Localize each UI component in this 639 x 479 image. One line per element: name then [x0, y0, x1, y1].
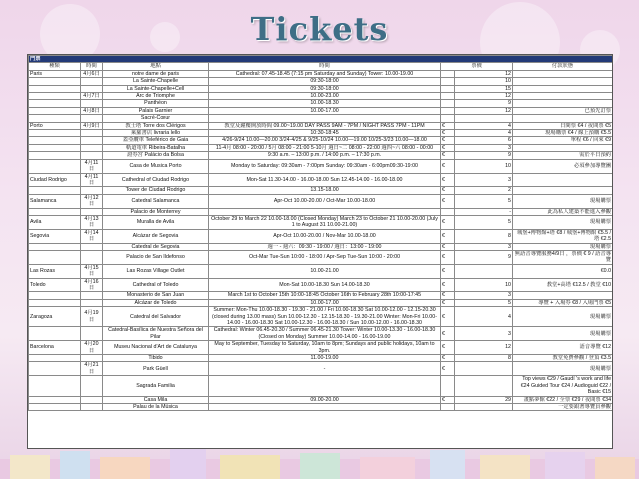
- cell-price: 9: [455, 250, 513, 264]
- cell-time: Oct-Mar Tue-Sun 10:00 - 18:00 / Apr-Sep Tue-Sun 10:00 - 20:00: [209, 250, 441, 264]
- cell-status: [513, 173, 613, 187]
- cell-date: [81, 137, 103, 144]
- cell-date: [81, 144, 103, 151]
- cell-price: 10: [455, 78, 513, 85]
- cell-price: [455, 362, 513, 376]
- cell-date: [81, 327, 103, 341]
- cell-date: 4月6日: [81, 70, 103, 77]
- cell-city: Ciudad Rodrigo: [29, 173, 81, 187]
- town-illustration: [0, 445, 639, 479]
- cell-price: 3: [455, 292, 513, 299]
- cell-status: [513, 70, 613, 77]
- cell-city: Avila: [29, 215, 81, 229]
- cell-currency: €: [441, 355, 455, 362]
- cell-place: Alcázar de Toledo: [103, 299, 209, 306]
- building-shape: [100, 457, 150, 479]
- cell-currency: €: [441, 173, 455, 187]
- cell-currency: €: [441, 278, 455, 292]
- cell-date: 4月11日: [81, 173, 103, 187]
- cell-price: [455, 376, 513, 396]
- cell-date: 4月12日: [81, 194, 103, 208]
- cell-time: Mon-Sat 10.00-18.30 Sun 14.00-18.30: [209, 278, 441, 292]
- cell-city: [29, 376, 81, 396]
- cell-time: 9:30 a.m. – 13:00 p.m. / 14:00 p.m. – 17:30 p.m.: [209, 152, 441, 159]
- cell-city: Paris: [29, 70, 81, 77]
- cell-status: 現場購票: [513, 194, 613, 208]
- table-row: [29, 144, 613, 151]
- cell-date: 4月8日: [81, 107, 103, 114]
- building-shape: [595, 457, 635, 479]
- cell-price: 4: [455, 307, 513, 327]
- cell-currency: [441, 376, 455, 396]
- cell-currency: €: [441, 264, 455, 278]
- cell-date: [81, 78, 103, 85]
- cell-price: -: [455, 208, 513, 215]
- cell-time: 11.00-19.00: [209, 355, 441, 362]
- cell-city: Segovia: [29, 229, 81, 243]
- cell-currency: €: [441, 144, 455, 151]
- cell-city: Porto: [29, 122, 81, 129]
- tickets-table-sheet: [27, 54, 613, 449]
- cell-date: [81, 130, 103, 137]
- cell-time: 4/26-9/24 10.00—20.00 3/24-4/25 & 9/25-10/24 10.00—19.00 10/25-3/23 10.00—18.00: [209, 137, 441, 144]
- cell-place: La Sainte-Chapelle: [103, 78, 209, 85]
- cell-city: [29, 115, 81, 122]
- cell-currency: €: [441, 130, 455, 137]
- building-shape: [60, 451, 90, 479]
- cell-currency: €: [441, 152, 455, 159]
- cell-time: Mon-Sat 11.30-14.00 - 16.00-18.00 Sun 12.45-14.00 - 16.00-18.00: [209, 173, 441, 187]
- cell-time: 09.00-20.00: [209, 396, 441, 403]
- cell-time: 11-4月 08:00 - 20:00 / 5月 08:00 - 21:00 5-10月 週日~二 08:00 - 22:00 週四~六 08:00 - 00:00: [209, 144, 441, 151]
- cell-price: 29: [455, 396, 513, 403]
- cell-price: 5: [455, 194, 513, 208]
- cell-status: 現場購票: [513, 362, 613, 376]
- table-row: [29, 152, 613, 159]
- table-row: [29, 187, 613, 194]
- table-row: [29, 403, 613, 410]
- cell-city: [29, 152, 81, 159]
- cell-date: [81, 396, 103, 403]
- cell-place: Catedral del Salvador: [103, 307, 209, 327]
- cell-city: [29, 396, 81, 403]
- cell-price: 3: [455, 144, 513, 151]
- table-row: [29, 243, 613, 250]
- cell-status: 教堂+高塔 €12.5 / 教堂 €10: [513, 278, 613, 292]
- table-row: [29, 327, 613, 341]
- table-row: [29, 85, 613, 92]
- cell-time: -: [209, 362, 441, 376]
- cell-currency: €: [441, 159, 455, 173]
- cell-time: 10.00-17.00: [209, 107, 441, 114]
- cell-city: [29, 93, 81, 100]
- cell-status: 現場購票 €4 / 線上預購 €5.5: [513, 130, 613, 137]
- table-row: [29, 396, 613, 403]
- cell-city: [29, 107, 81, 114]
- cell-status: 語音導覽 €12: [513, 341, 613, 355]
- cell-date: 4月15日: [81, 264, 103, 278]
- cell-time: 13.15-18.00: [209, 187, 441, 194]
- cell-status: 畫點夢館 €22 / 全票 €29 / 夜間票 €34: [513, 396, 613, 403]
- cell-status: 需於平日預約: [513, 152, 613, 159]
- cell-date: [81, 292, 103, 299]
- table-row: [29, 355, 613, 362]
- building-shape: [220, 455, 280, 479]
- cell-currency: €: [441, 122, 455, 129]
- cell-currency: [441, 85, 455, 92]
- cell-city: [29, 250, 81, 264]
- cell-place: Sagrada Familia: [103, 376, 209, 396]
- cell-status: [513, 144, 613, 151]
- column-header-row: [29, 63, 613, 70]
- cell-time: Cathedral: 07.45-18.45 (7:15 pm Saturday and Sunday) Tower: 10.00-19.00: [209, 70, 441, 77]
- column-header-time: 時間: [209, 63, 441, 70]
- table-row: [29, 215, 613, 229]
- cell-city: Salamanca: [29, 194, 81, 208]
- cell-place: Casa Mila: [103, 396, 209, 403]
- cell-place: 證券宮 Palácio da Bolsa: [103, 152, 209, 159]
- cell-place: Catedral-Basílica de Nuestra Señora del Pilar: [103, 327, 209, 341]
- cell-price: [455, 403, 513, 410]
- table-row: [29, 264, 613, 278]
- cell-date: [81, 208, 103, 215]
- cell-currency: €: [441, 292, 455, 299]
- cell-city: [29, 243, 81, 250]
- cell-status: 必須參加導覽團: [513, 159, 613, 173]
- cell-city: [29, 187, 81, 194]
- cell-place: Tower de Ciudad Rodrigo: [103, 187, 209, 194]
- cell-currency: €: [441, 243, 455, 250]
- table-row: [29, 70, 613, 77]
- building-shape: [170, 449, 206, 479]
- cell-time: [209, 403, 441, 410]
- table-row: [29, 78, 613, 85]
- cell-time: 10.00-23.00: [209, 93, 441, 100]
- cell-currency: [441, 100, 455, 107]
- table-row: [29, 100, 613, 107]
- cell-place: Palais Garnier: [103, 107, 209, 114]
- cell-time: Cathedral: Winter 06.45-20.30 / Summer 06.45-21.30 Tower: Winter 10.00-13.30 - 16.00-18.30 (Closed on Monday) Summer 10.00-14.00 - 16.00-19.00: [209, 327, 441, 341]
- cell-time: May to September, Tuesday to Saturday, 10am to 8pm; Sundays and public holidays, 10am to 3pm.: [209, 341, 441, 355]
- cell-currency: [441, 208, 455, 215]
- cell-price: 4: [455, 122, 513, 129]
- cell-date: 4月21日: [81, 362, 103, 376]
- cell-place: Catedral de Segovia: [103, 243, 209, 250]
- cell-status: 現場購票: [513, 243, 613, 250]
- cell-price: 10: [455, 159, 513, 173]
- table-row: [29, 376, 613, 396]
- cell-currency: €: [441, 362, 455, 376]
- cell-city: [29, 299, 81, 306]
- cell-status: [513, 78, 613, 85]
- table-row: [29, 278, 613, 292]
- cell-place: 蓋亞纜車 Teleférico de Gaia: [103, 137, 209, 144]
- cell-date: 4月14日: [81, 229, 103, 243]
- cell-price: 12: [455, 107, 513, 114]
- cell-date: [81, 100, 103, 107]
- table-row: [29, 362, 613, 376]
- cell-date: 4月19日: [81, 307, 103, 327]
- cell-status: 無語音導覽服務4/9日 ，票價 € 9 / 語音導覽: [513, 250, 613, 264]
- cell-price: 5: [455, 215, 513, 229]
- building-shape: [545, 452, 585, 479]
- cell-currency: €: [441, 396, 455, 403]
- column-header-type: 種類: [29, 63, 81, 70]
- cell-time: 09:30-18:00: [209, 78, 441, 85]
- cell-status: [513, 85, 613, 92]
- cell-currency: €: [441, 187, 455, 194]
- cell-status: €0.0: [513, 264, 613, 278]
- cell-time: 週一 - 週六：09:30 - 19:00 / 週日：13:00 - 19:00: [209, 243, 441, 250]
- table-row: [29, 173, 613, 187]
- table-row: [29, 194, 613, 208]
- cell-place: Catedral Salamanca: [103, 194, 209, 208]
- cell-price: [455, 115, 513, 122]
- cell-status: 城堡+博物館+塔 €8 / 城堡+博物館 €5.5 / 塔 €2.5: [513, 229, 613, 243]
- cell-currency: [441, 115, 455, 122]
- section-header-row: [29, 56, 613, 63]
- building-shape: [430, 450, 465, 479]
- cell-city: [29, 130, 81, 137]
- column-header-place: 地點: [103, 63, 209, 70]
- cell-currency: [441, 78, 455, 85]
- cell-price: 3: [455, 243, 513, 250]
- column-header-price: 票價: [441, 63, 513, 70]
- cell-currency: €: [441, 194, 455, 208]
- cell-place: Palacio de San Ildefonso: [103, 250, 209, 264]
- page-title: Tickets: [250, 10, 389, 48]
- cell-date: [81, 187, 103, 194]
- table-row: [29, 229, 613, 243]
- cell-currency: €: [441, 299, 455, 306]
- cell-time: 10.00-18.30: [209, 100, 441, 107]
- cell-price: 5: [455, 299, 513, 306]
- cell-currency: [441, 107, 455, 114]
- cell-price: 8: [455, 355, 513, 362]
- cell-currency: [441, 93, 455, 100]
- cell-status: [513, 93, 613, 100]
- cell-place: Cathedral of Ciudad Rodrigo: [103, 173, 209, 187]
- cell-date: 4月13日: [81, 215, 103, 229]
- cell-status: 已預先訂票: [513, 107, 613, 114]
- cell-date: 4月20日: [81, 341, 103, 355]
- cell-time: 10.00-17.00: [209, 299, 441, 306]
- column-header-status: 付款狀態: [513, 63, 613, 70]
- cell-currency: €: [441, 307, 455, 327]
- cell-status: 現場購票: [513, 215, 613, 229]
- cell-currency: [441, 403, 455, 410]
- cell-time: 教堂及鐘樓開放時間 09.00~19.00 DAY PASS 9AM - 7PM / NIGHT PASS 7PM - 11PM: [209, 122, 441, 129]
- table-row: [29, 341, 613, 355]
- cell-price: 3: [455, 173, 513, 187]
- cell-currency: €: [441, 327, 455, 341]
- cell-date: [81, 250, 103, 264]
- cell-date: 4月11日: [81, 159, 103, 173]
- cell-price: 6: [455, 137, 513, 144]
- cell-time: Apr-Oct 10.00-20.00 / Nov-Mar 10.00-18.00: [209, 229, 441, 243]
- cell-city: [29, 327, 81, 341]
- cell-time: October 29 to March 22 10.00-18.00 (Closed Monday) March 23 to October 21 10.00-20.00 (July 1 to August 31 10.00-21.00): [209, 215, 441, 229]
- cell-status: 現場購票: [513, 327, 613, 341]
- cell-city: [29, 355, 81, 362]
- cell-status: [513, 187, 613, 194]
- cell-time: Monday to Saturday: 09:30am - 7:00pm Sunday: 09:30am - 6:00pm09:30-19:00: [209, 159, 441, 173]
- cell-place: Sacré-Cœur: [103, 115, 209, 122]
- cell-time: March 1st to October 15th 10:00-18:45 October 16th to February 28th 10:00-17:45: [209, 292, 441, 299]
- cell-date: [81, 376, 103, 396]
- cell-status: 導覽 + 入場券 €8 / 入場門票 €5: [513, 299, 613, 306]
- cell-price: 8: [455, 229, 513, 243]
- table-row: [29, 107, 613, 114]
- tickets-table: [28, 55, 613, 411]
- cell-price: 9: [455, 152, 513, 159]
- table-row: [29, 307, 613, 327]
- cell-city: [29, 78, 81, 85]
- building-shape: [300, 453, 340, 479]
- cell-date: [81, 85, 103, 92]
- cell-time: 09:30-18:00: [209, 85, 441, 92]
- building-shape: [10, 455, 50, 479]
- cell-time: Apr-Oct 10.00-20.00 / Oct-Mar 10.00-18.00: [209, 194, 441, 208]
- cell-city: Barcelona: [29, 341, 81, 355]
- cell-time: 10:30-18:45: [209, 130, 441, 137]
- cell-time: 10.00-21.00: [209, 264, 441, 278]
- cell-price: 3: [455, 327, 513, 341]
- cell-currency: €: [441, 250, 455, 264]
- cell-currency: €: [441, 341, 455, 355]
- cell-price: 12: [455, 93, 513, 100]
- cell-place: Casa de Musica Porto: [103, 159, 209, 173]
- cell-status: 一定要跟著導覽員參觀: [513, 403, 613, 410]
- cell-currency: €: [441, 229, 455, 243]
- cell-status: [513, 100, 613, 107]
- cell-place: 教士塔 Torre dos Clérigos: [103, 122, 209, 129]
- cell-date: [81, 243, 103, 250]
- cell-place: La Sainte-Chapelle+Cell: [103, 85, 209, 92]
- column-header-date: 時間: [81, 63, 103, 70]
- cell-city: [29, 100, 81, 107]
- cell-place: Alcázar de Segovia: [103, 229, 209, 243]
- cell-place: Museu Nacional d'Art de Catalunya: [103, 341, 209, 355]
- cell-price: 15: [455, 85, 513, 92]
- table-row: [29, 208, 613, 215]
- table-row: [29, 299, 613, 306]
- table-row: [29, 250, 613, 264]
- cell-price: 12: [455, 70, 513, 77]
- cell-city: [29, 137, 81, 144]
- cell-place: Arc de Triomphe: [103, 93, 209, 100]
- cell-city: [29, 144, 81, 151]
- cell-place: Palacio de Monterrey: [103, 208, 209, 215]
- table-row: [29, 292, 613, 299]
- cell-status: 教堂免費參觀 / 登頂 €3.5: [513, 355, 613, 362]
- cell-date: [81, 355, 103, 362]
- cell-time: Summer: Mon-Thu 10.00-18.30 - 19.30 - 21.00 / Fri 10.00-18.30 Sat 10.00-12.00 - 12.15-20.30 (closed during 13.00 mass) Sun 10.00-12.30 - 12.15-18.30 - 19.30-21.00 Winter: Mon-Fri 10.00-14.00 - 16.00-18.30 Sat 10.00-12.30 - 16.00-18.30 / Sun 10.00-12.00 - 16.00-18.30: [209, 307, 441, 327]
- cell-status: [513, 292, 613, 299]
- cell-currency: [441, 70, 455, 77]
- cell-status: Top views €29 / Gaudí 's work and life €24 Guided Tour €24 / Audioguid €22 / Basic €15: [513, 376, 613, 396]
- cell-price: 2: [455, 187, 513, 194]
- cell-city: Toledo: [29, 278, 81, 292]
- cell-price: 12: [455, 341, 513, 355]
- cell-date: [81, 299, 103, 306]
- cell-status: 日間票 €4 / 夜間票 €5: [513, 122, 613, 129]
- cell-place: notre dame de paris: [103, 70, 209, 77]
- table-row: [29, 122, 613, 129]
- building-shape: [480, 455, 530, 479]
- cell-place: Cathedral of Toledo: [103, 278, 209, 292]
- cell-place: Park Güell: [103, 362, 209, 376]
- cell-price: [455, 264, 513, 278]
- building-shape: [360, 457, 415, 479]
- cell-city: [29, 403, 81, 410]
- cell-city: [29, 292, 81, 299]
- table-row: [29, 115, 613, 122]
- cell-status: 現場購票: [513, 307, 613, 327]
- cell-date: [81, 115, 103, 122]
- cell-price: 9: [455, 100, 513, 107]
- table-row: [29, 137, 613, 144]
- cell-status: 單程 €6 / 回來 €9: [513, 137, 613, 144]
- table-row: [29, 93, 613, 100]
- cell-price: 4: [455, 130, 513, 137]
- cell-city: Las Rozas: [29, 264, 81, 278]
- cell-currency: €: [441, 137, 455, 144]
- cell-place: Palau de la Música: [103, 403, 209, 410]
- tickets-table-body: [29, 56, 613, 411]
- section-label: 門票: [29, 56, 613, 63]
- cell-place: Las Rozas Village Outlet: [103, 264, 209, 278]
- cell-place: 萊羅書店 livraria lello: [103, 130, 209, 137]
- cell-place: Monasterio de San Juan: [103, 292, 209, 299]
- cell-city: Zaragoza: [29, 307, 81, 327]
- cell-time: [209, 115, 441, 122]
- cell-time: [209, 208, 441, 215]
- cell-city: [29, 362, 81, 376]
- table-row: [29, 159, 613, 173]
- cell-city: [29, 159, 81, 173]
- cell-date: 4月16日: [81, 278, 103, 292]
- cell-date: [81, 403, 103, 410]
- cell-place: Muralla de Avila: [103, 215, 209, 229]
- cell-city: [29, 208, 81, 215]
- table-row: [29, 130, 613, 137]
- cell-status: 此為私人建築不能進入參觀: [513, 208, 613, 215]
- cell-place: Tibido: [103, 355, 209, 362]
- cell-price: 10: [455, 278, 513, 292]
- cell-place: 軌道電車 Ribeira-Batalha: [103, 144, 209, 151]
- cell-status: [513, 115, 613, 122]
- cell-date: 4月7日: [81, 93, 103, 100]
- cell-date: [81, 152, 103, 159]
- cell-currency: €: [441, 215, 455, 229]
- cell-place: Panthéon: [103, 100, 209, 107]
- cell-time: [209, 376, 441, 396]
- cell-city: [29, 85, 81, 92]
- cell-date: 4月9日: [81, 122, 103, 129]
